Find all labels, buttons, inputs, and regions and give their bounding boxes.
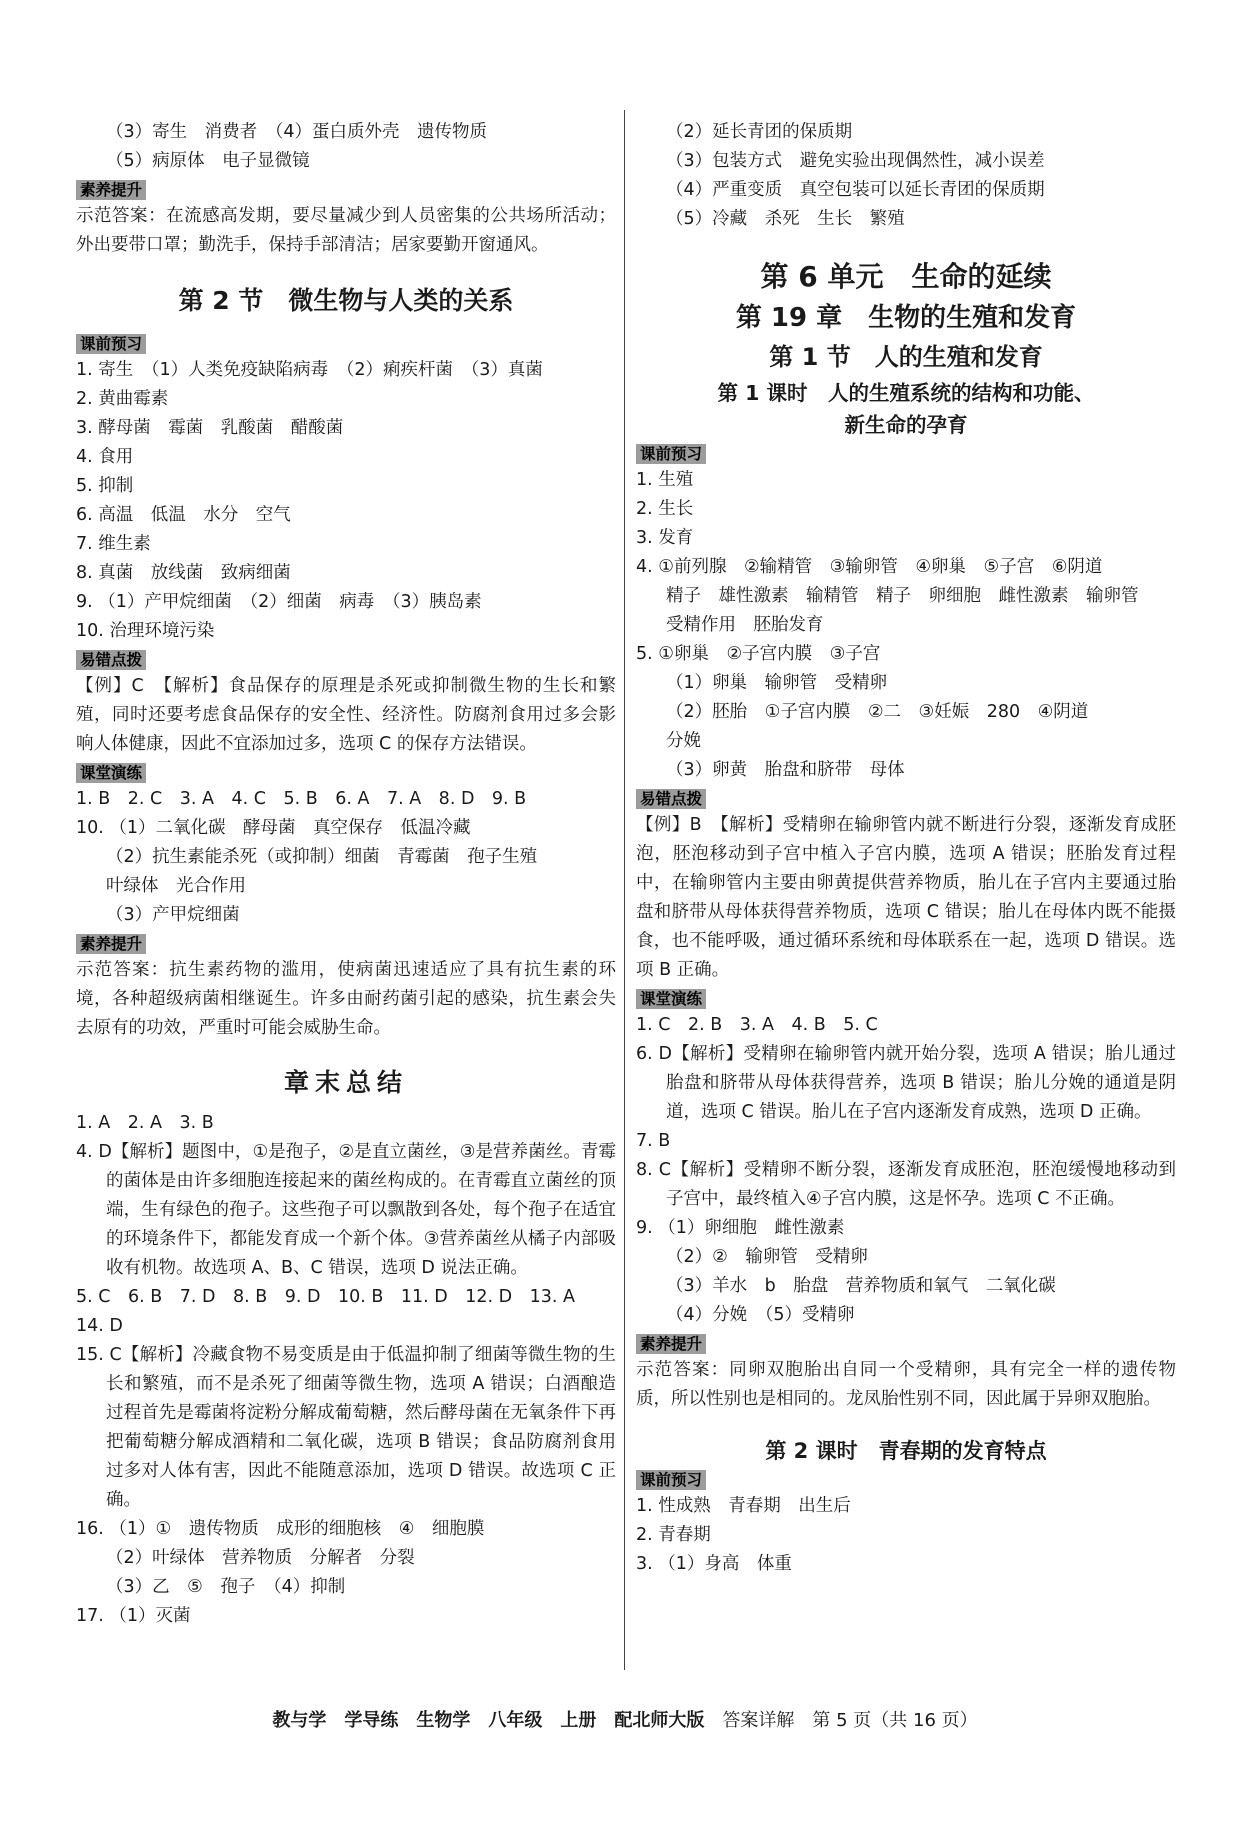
unit-title: 第 6 单元 生命的延续 [760, 260, 1052, 293]
tag-suyang: 素养提升 [636, 1334, 706, 1354]
section-title: 第 2 节 微生物与人类的关系 [178, 286, 514, 315]
column-divider [624, 110, 625, 1670]
answer-line: 受精作用 胚胎发育 [666, 615, 824, 635]
model-answer: 示范答案：抗生素药物的滥用，使病菌迅速适应了具有抗生素的环境，各种超级病菌相继诞生。许多由耐药菌引起的感染，抗生素会失去原有的功效，严重时可能会威胁生命。 [76, 960, 616, 1038]
answer-line: 3. 酵母菌 霉菌 乳酸菌 醋酸菌 [76, 418, 344, 438]
tag-preview: 课前预习 [636, 444, 706, 464]
lesson-title: 第 1 课时 人的生殖系统的结构和功能、 [717, 381, 1095, 405]
tag-yicuo: 易错点拨 [636, 789, 706, 809]
answer-line: 7. B [636, 1131, 671, 1151]
answer-line: （4）严重变质 真空包装可以延长青团的保质期 [666, 180, 1045, 200]
answer-line: （2）胚胎 ①子宫内膜 ②二 ③妊娠 280 ④阴道 [666, 702, 1089, 722]
answer-line: 精子 雄性激素 输精管 精子 卵细胞 雌性激素 输卵管 [666, 586, 1139, 606]
answer-line: （3）卵黄 胎盘和脐带 母体 [666, 760, 905, 780]
example-analysis: 【例】C 【解析】食品保存的原理是杀死或抑制微生物的生长和繁殖，同时还要考虑食品保存的安全性、经济性。防腐剂食用过多会影响人体健康，因此不宜添加过多，选项 C 的保存方法错误。 [76, 676, 616, 754]
answer-line: 16. （1）① 遗传物质 成形的细胞核 ④ 细胞膜 [76, 1519, 485, 1539]
answer-line: 分娩 [666, 731, 701, 751]
answer-analysis: 8. C【解析】受精卵不断分裂，逐渐发育成胚泡，胚泡缓慢地移动到子宫中，最终植入④子宫内膜，这是怀孕。选项 C 不正确。 [636, 1160, 1176, 1209]
answer-line: 10. （1）二氧化碳 酵母菌 真空保存 低温冷藏 [76, 818, 471, 838]
chapter-summary-title: 章末总结 [283, 1068, 408, 1097]
model-answer: 示范答案：同卵双胞胎出自同一个受精卵，具有完全一样的遗传物质，所以性别也是相同的。龙凤胎性别不同，因此属于异卵双胞胎。 [636, 1360, 1176, 1409]
answer-line: （3）产甲烷细菌 [106, 905, 240, 925]
answer-line: 6. 高温 低温 水分 空气 [76, 505, 291, 525]
answer-line: 9. （1）卵细胞 雌性激素 [636, 1218, 845, 1238]
answer-line: 3. （1）身高 体重 [636, 1554, 792, 1574]
answer-line: 2. 黄曲霉素 [76, 389, 169, 409]
answer-line: 1. 生殖 [636, 470, 694, 490]
chapter-title: 第 19 章 生物的生殖和发育 [735, 303, 1077, 333]
answer-line: 7. 维生素 [76, 534, 151, 554]
answer-line: （3）乙 ⑤ 孢子 （4）抑制 [106, 1577, 346, 1597]
right-column [636, 118, 1176, 1579]
answer-line: 8. 真菌 放线菌 致病细菌 [76, 563, 291, 583]
model-answer: 示范答案：在流感高发期，要尽量减少到人员密集的公共场所活动；外出要带口罩；勤洗手，保持手部清洁；居家要勤开窗通风。 [76, 206, 616, 255]
answer-line: 3. 发育 [636, 528, 694, 548]
left-column [76, 118, 616, 1631]
answer-line: 5. ①卵巢 ②子宫内膜 ③子宫 [636, 644, 881, 664]
tag-preview: 课前预习 [76, 334, 146, 354]
tag-suyang: 素养提升 [76, 934, 146, 954]
answer-line: （1）卵巢 输卵管 受精卵 [666, 673, 888, 693]
answer-line: 4. ①前列腺 ②输精管 ③输卵管 ④卵巢 ⑤子宫 ⑥阴道 [636, 557, 1103, 577]
tag-suyang: 素养提升 [76, 180, 146, 200]
section-title: 第 1 节 人的生殖和发育 [769, 343, 1043, 371]
answer-line: （2）抗生素能杀死（或抑制）细菌 青霉菌 孢子生殖 [106, 847, 538, 867]
answer-analysis: 15. C【解析】冷藏食物不易变质是由于低温抑制了细菌等微生物的生长和繁殖，而不是杀死了细菌等微生物，选项 A 错误；白酒酿造过程首先是霉菌将淀粉分解成葡萄糖，然后酵母菌在无氧条件下再把葡萄糖分解成酒精和二氧化碳，选项 B 错误；食品防腐剂食用过多对人体有害，因此不能随意添加，选项 D 错误。故选项 C 正确。 [76, 1345, 616, 1510]
answer-line: （5）病原体 电子显微镜 [106, 151, 310, 171]
answer-line: （5）冷藏 杀死 生长 繁殖 [666, 209, 905, 229]
answer-line: 17. （1）灭菌 [76, 1606, 191, 1626]
answer-line: 2. 生长 [636, 499, 694, 519]
tag-ketang: 课堂演练 [636, 989, 706, 1009]
example-analysis: 【例】B 【解析】受精卵在输卵管内就不断进行分裂，逐渐发育成胚泡，胚泡移动到子宫中植入子宫内膜，选项 A 错误；胚胎发育过程中，在输卵管内主要由卵黄提供营养物质，胎儿在子宫内主要通过胎盘和脐带从母体获得营养物质，选项 C 错误；胎儿在母体内既不能摄食，也不能呼吸，通过循环系统和母体联系在一起，选项 D 错误。选项 B 正确。 [636, 815, 1176, 980]
answer-line: 9. （1）产甲烷细菌 （2）细菌 病毒 （3）胰岛素 [76, 592, 482, 612]
answer-line: 1. A 2. A 3. B [76, 1113, 214, 1133]
answer-analysis: 4. D【解析】题图中，①是孢子，②是直立菌丝，③是营养菌丝。青霉的菌体是由许多细胞连接起来的菌丝构成的。在青霉直立菌丝的顶端，生有绿色的孢子。这些孢子可以飘散到各处，每个孢子在适宜的环境条件下，都能发育成一个新个体。③营养菌丝从橘子内部吸收有机物。故选项 A、B、C 错误，选项 D 说法正确。 [76, 1142, 616, 1278]
answer-line: 2. 青春期 [636, 1525, 711, 1545]
page-number: 答案详解 第 5 页（共 16 页） [704, 1710, 978, 1731]
answer-line: （4）分娩 （5）受精卵 [666, 1305, 855, 1325]
lesson-title-cont: 新生命的孕育 [844, 413, 968, 437]
answer-line: 5. C 6. B 7. D 8. B 9. D 10. B 11. D 12. D 13. A [76, 1287, 575, 1307]
answer-line: 叶绿体 光合作用 [106, 876, 246, 896]
answer-line: （2）叶绿体 营养物质 分解者 分裂 [106, 1548, 415, 1568]
answer-line: 1. 性成熟 青春期 出生后 [636, 1496, 851, 1516]
answer-line: （2）延长青团的保质期 [666, 122, 853, 142]
answer-line: （3）寄生 消费者 （4）蛋白质外壳 遗传物质 [106, 122, 488, 142]
answer-line: （3）羊水 b 胎盘 营养物质和氧气 二氧化碳 [666, 1276, 1056, 1296]
answer-line: 1. B 2. C 3. A 4. C 5. B 6. A 7. A 8. D 9. B [76, 789, 527, 809]
answer-line: 14. D [76, 1316, 123, 1336]
lesson-title: 第 2 课时 青春期的发育特点 [765, 1439, 1047, 1463]
answer-line: 5. 抑制 [76, 476, 134, 496]
answer-analysis: 6. D【解析】受精卵在输卵管内就开始分裂，选项 A 错误；胎儿通过胎盘和脐带从母体获得营养，选项 B 错误；胎儿分娩的通道是阴道，选项 C 错误。胎儿在子宫内逐渐发育成熟，选项 D 正确。 [636, 1044, 1176, 1122]
tag-ketang: 课堂演练 [76, 763, 146, 783]
answer-line: 1. 寄生 （1）人类免疫缺陷病毒 （2）痢疾杆菌 （3）真菌 [76, 360, 543, 380]
tag-preview: 课前预习 [636, 1470, 706, 1490]
book-title: 教与学 学导练 生物学 八年级 上册 配北师大版 [272, 1710, 705, 1731]
answer-line: （3）包装方式 避免实验出现偶然性，减小误差 [666, 151, 1045, 171]
answer-line: 10. 治理环境污染 [76, 621, 215, 641]
page-footer [0, 1706, 1250, 1732]
answer-line: 4. 食用 [76, 447, 134, 467]
answer-line: 1. C 2. B 3. A 4. B 5. C [636, 1015, 878, 1035]
tag-yicuo: 易错点拨 [76, 650, 146, 670]
answer-line: （2）② 输卵管 受精卵 [666, 1247, 868, 1267]
